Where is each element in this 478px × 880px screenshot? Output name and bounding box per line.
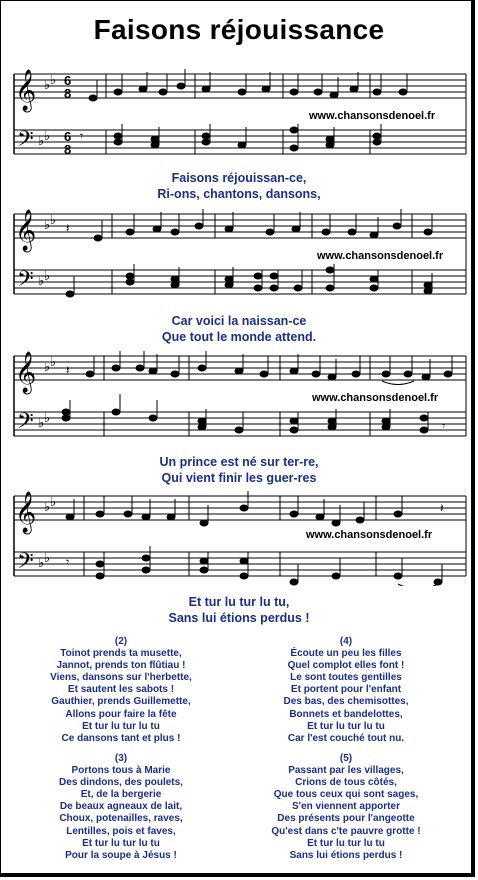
verse-4: (4) Écoute un peu les filles Quel complot elles font ! Le sont toutes gentilles Et portent pour l'enfant Des bas, des chemisottes, Bonnets et bandelottes, Et tur lu tur lu tu Car l'est couché tout nu. bbox=[231, 636, 461, 745]
bass-clef-icon: 𝄢 bbox=[17, 409, 34, 439]
music-system-4 bbox=[0, 486, 478, 586]
music-system-1 bbox=[0, 64, 478, 164]
music-system-2 bbox=[0, 204, 478, 304]
svg-text:𝄽: 𝄽 bbox=[66, 363, 70, 377]
key-flat-icon: ♭ bbox=[44, 78, 51, 93]
svg-text:♭: ♭ bbox=[44, 411, 51, 426]
svg-text:♭: ♭ bbox=[50, 355, 57, 370]
watermark: www.chansonsdenoel.fr bbox=[312, 392, 439, 404]
svg-text:♭: ♭ bbox=[44, 360, 51, 375]
treble-clef-icon: 𝄞 bbox=[15, 70, 37, 111]
lyric-block-1: Faisons réjouissan-ce, Ri-ons, chantons, dansons, bbox=[157, 171, 321, 201]
time-sig-num: 6 bbox=[64, 73, 72, 88]
lyric-block-2: Car voici la naissan-ce Que tout le monde attend. bbox=[161, 314, 317, 344]
svg-text:♭: ♭ bbox=[38, 416, 45, 431]
verse-number: (3) bbox=[114, 753, 128, 764]
lyric-block-3: Un prince est né sur ter-re, Qui vient finir les guer-res bbox=[159, 455, 319, 485]
music-system-3 bbox=[0, 346, 478, 446]
svg-text:♭: ♭ bbox=[44, 218, 51, 233]
treble-clef-icon: 𝄞 bbox=[15, 210, 37, 251]
song-title: Faisons réjouissance bbox=[93, 14, 385, 45]
verse-5: (5) Passant par les villages, Crions de tous côtés, Que tous ceux qui sont sages, S'en viennent apporter Des présents pour l'angeotte Qu'est dans c'te pauvre grotte ! Et tur lu tur lu tu Sans lui étions perdus ! bbox=[231, 753, 461, 862]
svg-text:𝄾: 𝄾 bbox=[66, 555, 70, 569]
svg-text:♭: ♭ bbox=[50, 213, 57, 228]
svg-text:♭: ♭ bbox=[44, 500, 51, 515]
watermark: www.chansonsdenoel.fr bbox=[306, 529, 433, 541]
svg-text:6: 6 bbox=[64, 129, 72, 144]
svg-text:𝄾: 𝄾 bbox=[80, 129, 84, 143]
bass-clef-icon: 𝄢 bbox=[17, 267, 34, 297]
notes-bass-1 bbox=[114, 124, 381, 151]
treble-clef-icon: 𝄞 bbox=[15, 352, 37, 393]
bass-clef-icon: 𝄢 bbox=[17, 127, 34, 157]
verse-number: (4) bbox=[339, 636, 353, 647]
verse-number: (2) bbox=[114, 636, 128, 647]
svg-text:♭: ♭ bbox=[44, 551, 51, 566]
bass-clef-icon: 𝄢 bbox=[17, 549, 34, 579]
svg-text:♭: ♭ bbox=[50, 495, 57, 510]
verse-number: (5) bbox=[339, 753, 353, 764]
svg-text:♭: ♭ bbox=[44, 269, 51, 284]
svg-text:8: 8 bbox=[64, 142, 72, 157]
svg-text:♭: ♭ bbox=[50, 73, 57, 88]
svg-text:♭: ♭ bbox=[38, 556, 45, 571]
svg-text:♭: ♭ bbox=[44, 129, 51, 144]
watermark: www.chansonsdenoel.fr bbox=[309, 110, 436, 122]
treble-clef-icon: 𝄞 bbox=[15, 492, 37, 533]
svg-text:♭: ♭ bbox=[38, 134, 45, 149]
verse-3: (3) Portons tous à Marie Des dindons, des poulets, Et, de la bergerie De beaux agneaux de lait, Choux, potenailles, raves, Lentilles, pois et faves, Et tur lu tur lu tu Pour la soupe à Jésus ! bbox=[6, 753, 236, 862]
verse-2: (2) Toinot prends ta musette, Jannot, prends ton flûtiau ! Viens, dansons sur l'herbette, Et sautent les sabots ! Gauthier, prends Guillemette, Allons pour faire la fête Et tur lu tur lu tu Ce dansons tant et plus ! bbox=[6, 636, 236, 745]
svg-text:𝄽: 𝄽 bbox=[66, 221, 70, 235]
svg-text:♭: ♭ bbox=[38, 274, 45, 289]
watermark: www.chansonsdenoel.fr bbox=[317, 250, 444, 262]
svg-text:𝄾: 𝄾 bbox=[442, 419, 446, 433]
svg-text:𝄽: 𝄽 bbox=[440, 501, 444, 515]
lyric-block-4: Et tur lu tur lu tu, Sans lui étions perdus ! bbox=[168, 595, 310, 625]
time-sig-den: 8 bbox=[64, 86, 72, 101]
